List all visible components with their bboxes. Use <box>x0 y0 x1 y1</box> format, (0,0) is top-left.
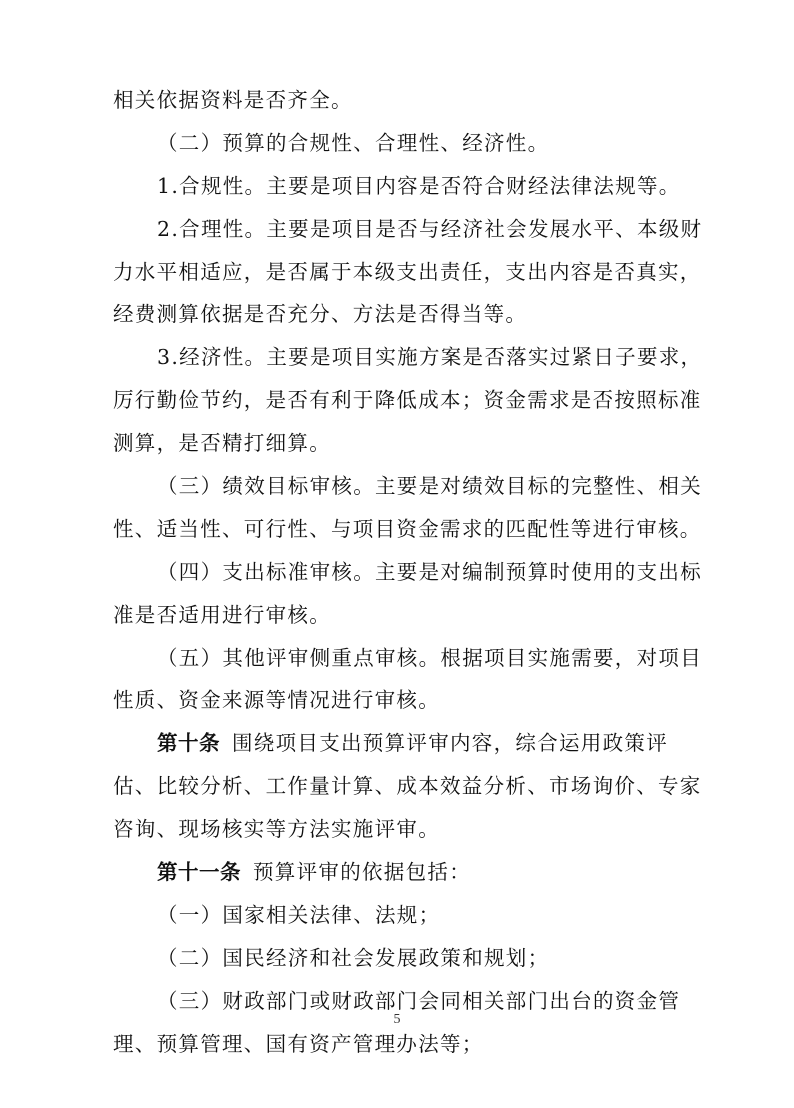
line-text: （三）财政部门或财政部门会同相关部门出台的资金管 <box>157 988 681 1013</box>
line-text: （五）其他评审侧重点审核。根据项目实施需要，对项目 <box>157 645 702 670</box>
text-line <box>113 765 702 808</box>
text-line <box>113 465 702 508</box>
text-line <box>113 379 702 422</box>
text-line <box>113 122 685 165</box>
text-line <box>113 1023 685 1066</box>
line-text: 1.合规性。主要是项目内容是否符合财经法律法规等。 <box>157 173 681 198</box>
line-text: 性、适当性、可行性、与项目资金需求的匹配性等进行审核。 <box>113 516 702 541</box>
text-line <box>113 508 702 551</box>
line-text: 相关依据资料是否齐全。 <box>113 88 353 112</box>
document-body <box>113 79 703 1065</box>
text-line <box>113 336 703 379</box>
line-text: 3.经济性。主要是项目实施方案是否落实过紧日子要求， <box>157 345 703 370</box>
line-text: 咨询、现场核实等方法实施评审。 <box>113 817 440 842</box>
line-text: 厉行勤俭节约，是否有利于降低成本；资金需求是否按照标准 <box>113 388 702 413</box>
line-text: 测算，是否精打细算。 <box>113 431 331 456</box>
text-line <box>113 551 702 594</box>
line-text: 理、预算管理、国有资产管理办法等； <box>113 1031 484 1056</box>
line-text: 估、比较分析、工作量计算、成本效益分析、市场询价、专家 <box>113 774 702 799</box>
text-line <box>113 293 685 336</box>
text-line <box>113 208 703 251</box>
text-line <box>113 894 685 937</box>
text-line <box>113 165 685 208</box>
text-line <box>113 594 685 637</box>
line-text: （四）支出标准审核。主要是对编制预算时使用的支出标 <box>157 559 702 584</box>
text-line <box>113 937 685 980</box>
line-text: 经费测算依据是否充分、方法是否得当等。 <box>113 302 528 327</box>
text-line <box>113 79 685 122</box>
line-text: 准是否适用进行审核。 <box>113 602 331 627</box>
text-line <box>113 637 702 680</box>
line-text: 力水平相适应，是否属于本级支出责任，支出内容是否真实， <box>113 259 702 284</box>
line-text: （二）预算的合规性、合理性、经济性。 <box>157 130 550 155</box>
article-heading: 第十条 <box>157 731 220 756</box>
text-line <box>113 679 685 722</box>
article-heading: 第十一条 <box>157 860 241 885</box>
line-text: 2.合理性。主要是项目是否与经济社会发展水平、本级财 <box>157 216 703 241</box>
line-text: 预算评审的依据包括： <box>253 860 471 885</box>
text-line <box>113 422 685 465</box>
line-text: （二）国民经济和社会发展政策和规划； <box>157 945 550 970</box>
page-number: 5 <box>393 1012 401 1027</box>
text-line <box>113 722 685 765</box>
text-line <box>113 851 685 894</box>
line-text: （三）绩效目标审核。主要是对绩效目标的完整性、相关 <box>157 474 702 499</box>
text-line <box>113 808 685 851</box>
line-text: （一）国家相关法律、法规； <box>157 902 441 927</box>
line-text: 围绕项目支出预算评审内容，综合运用政策评 <box>232 731 668 756</box>
text-line <box>113 251 702 294</box>
line-text: 性质、资金来源等情况进行审核。 <box>113 688 440 713</box>
